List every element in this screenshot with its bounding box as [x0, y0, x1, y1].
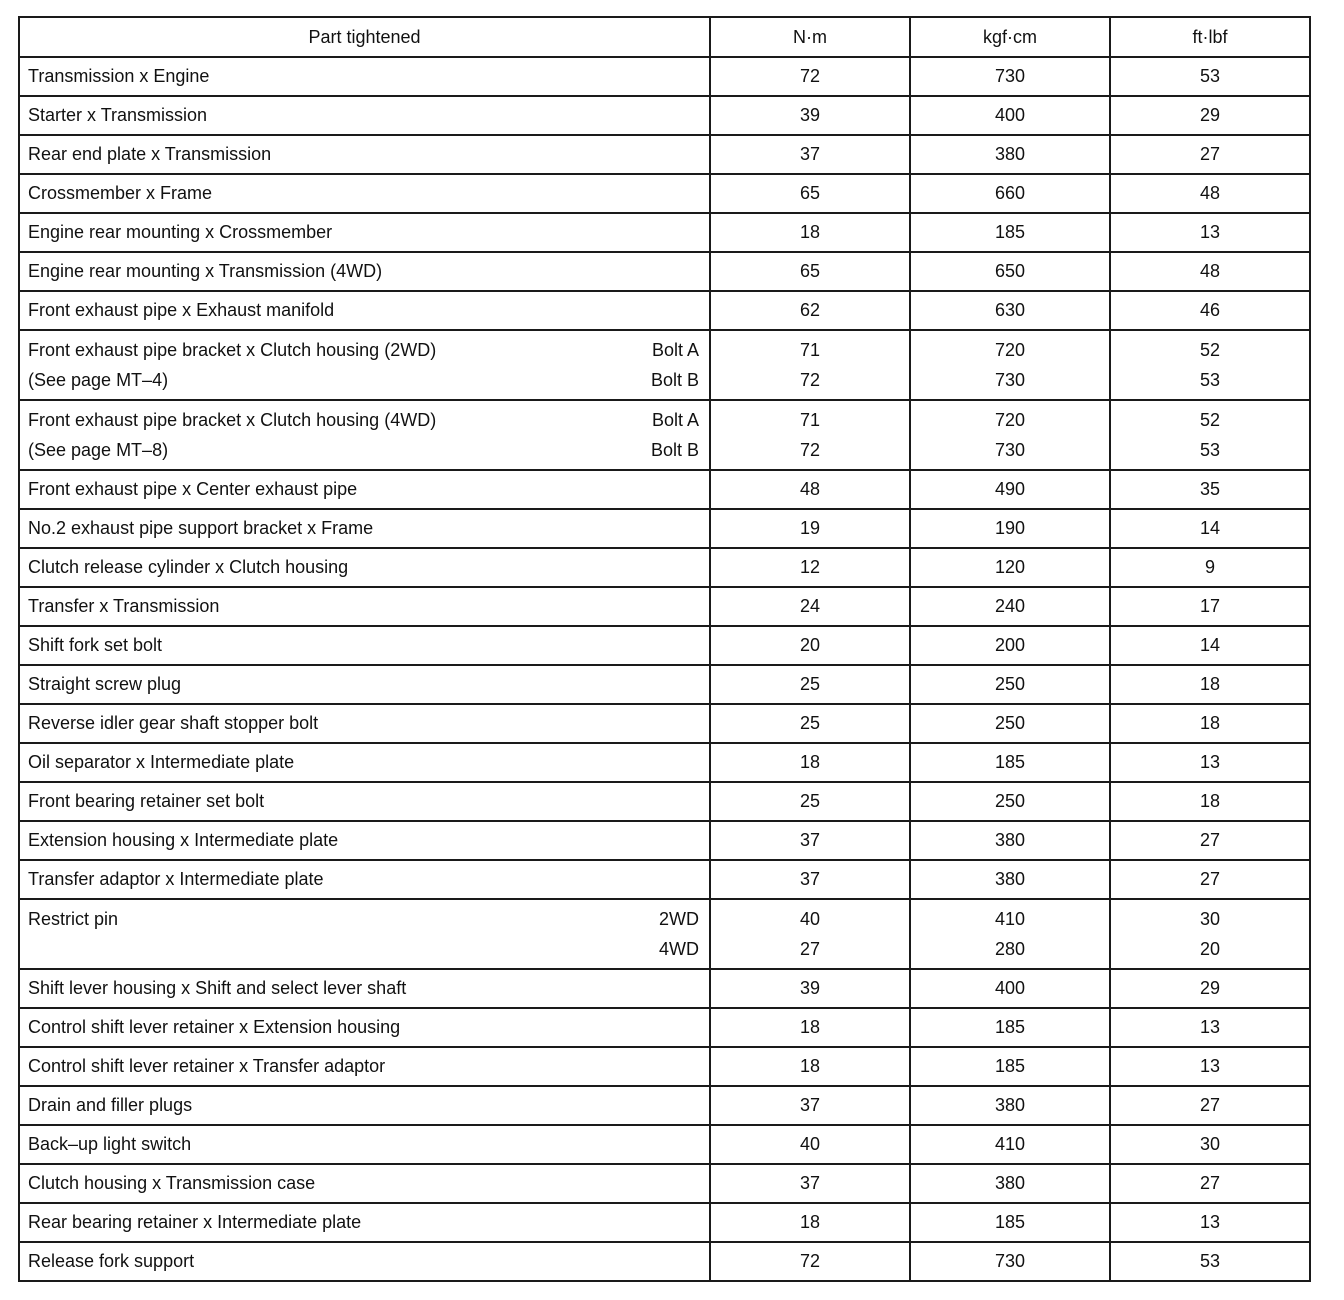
kgfcm-cell: 380 — [910, 860, 1110, 899]
kgfcm-cell: 380 — [910, 1164, 1110, 1203]
nm-cell: 39 — [710, 969, 910, 1008]
kgfcm-cell: 400 — [910, 96, 1110, 135]
table-row — [19, 174, 1310, 213]
ftlbf-value: 52 — [1199, 340, 1221, 360]
kgfcm-cell: 400 — [910, 969, 1110, 1008]
table-row — [19, 626, 1310, 665]
table-row — [19, 1203, 1310, 1242]
part-cell: Crossmember x Frame — [19, 174, 710, 213]
nm-cell — [710, 330, 910, 400]
part-cell: Shift fork set bolt — [19, 626, 710, 665]
nm-value: 71 — [799, 340, 821, 360]
table-row — [19, 665, 1310, 704]
part-note: (See page MT–8) — [28, 440, 169, 460]
kgfcm-cell: 185 — [910, 1047, 1110, 1086]
torque-spec-table — [18, 16, 1311, 1282]
nm-cell: 40 — [710, 1125, 910, 1164]
part-cell: Oil separator x Intermediate plate — [19, 743, 710, 782]
ftlbf-cell: 27 — [1110, 821, 1310, 860]
part-cell: Rear end plate x Transmission — [19, 135, 710, 174]
nm-cell: 39 — [710, 96, 910, 135]
ftlbf-value: 53 — [1199, 440, 1221, 460]
kgfcm-cell: 630 — [910, 291, 1110, 330]
table-row — [19, 743, 1310, 782]
table-row — [19, 587, 1310, 626]
ftlbf-cell: 17 — [1110, 587, 1310, 626]
ftlbf-value: 30 — [1199, 909, 1221, 929]
nm-cell: 12 — [710, 548, 910, 587]
nm-cell: 37 — [710, 1086, 910, 1125]
kgfcm-cell: 185 — [910, 1203, 1110, 1242]
table-row — [19, 1164, 1310, 1203]
kgfcm-cell: 250 — [910, 704, 1110, 743]
table-row — [19, 135, 1310, 174]
ftlbf-cell: 48 — [1110, 252, 1310, 291]
part-cell: Front bearing retainer set bolt — [19, 782, 710, 821]
kgfcm-cell — [910, 400, 1110, 470]
variant-label: Bolt B — [650, 440, 699, 460]
nm-cell: 18 — [710, 1047, 910, 1086]
kgfcm-cell — [910, 330, 1110, 400]
ftlbf-cell: 13 — [1110, 213, 1310, 252]
part-cell: Extension housing x Intermediate plate — [19, 821, 710, 860]
kgfcm-cell: 240 — [910, 587, 1110, 626]
ftlbf-cell: 18 — [1110, 782, 1310, 821]
nm-cell: 37 — [710, 860, 910, 899]
part-cell: Transmission x Engine — [19, 57, 710, 96]
table-row — [19, 1086, 1310, 1125]
variant-label: 4WD — [659, 939, 699, 959]
nm-cell: 25 — [710, 665, 910, 704]
ftlbf-cell: 48 — [1110, 174, 1310, 213]
ftlbf-cell: 46 — [1110, 291, 1310, 330]
nm-cell: 18 — [710, 1203, 910, 1242]
header-nm: N·m — [710, 17, 910, 57]
part-cell: Front exhaust pipe x Exhaust manifold — [19, 291, 710, 330]
ftlbf-cell: 53 — [1110, 1242, 1310, 1281]
kgfcm-value: 410 — [994, 909, 1026, 929]
kgfcm-cell: 250 — [910, 665, 1110, 704]
kgfcm-value: 730 — [994, 370, 1026, 390]
variant-label: Bolt B — [650, 370, 699, 390]
table-row — [19, 782, 1310, 821]
nm-value: 40 — [799, 909, 821, 929]
nm-cell: 37 — [710, 135, 910, 174]
ftlbf-cell: 18 — [1110, 665, 1310, 704]
ftlbf-cell: 14 — [1110, 626, 1310, 665]
table-row — [19, 548, 1310, 587]
part-cell: Engine rear mounting x Transmission (4WD) — [19, 252, 710, 291]
table-row — [19, 57, 1310, 96]
part-name: Front exhaust pipe bracket x Clutch housing (2WD) — [28, 340, 437, 360]
table-row — [19, 860, 1310, 899]
part-name: Front exhaust pipe bracket x Clutch housing (4WD) — [28, 410, 437, 430]
kgfcm-cell: 660 — [910, 174, 1110, 213]
kgfcm-cell: 650 — [910, 252, 1110, 291]
kgfcm-value: 730 — [994, 440, 1026, 460]
nm-cell: 65 — [710, 174, 910, 213]
kgfcm-cell: 200 — [910, 626, 1110, 665]
ftlbf-cell: 13 — [1110, 743, 1310, 782]
ftlbf-cell — [1110, 330, 1310, 400]
part-cell: Starter x Transmission — [19, 96, 710, 135]
ftlbf-cell: 35 — [1110, 470, 1310, 509]
kgfcm-value: 720 — [994, 410, 1026, 430]
kgfcm-cell: 190 — [910, 509, 1110, 548]
kgfcm-cell: 410 — [910, 1125, 1110, 1164]
variant-label: 2WD — [659, 909, 699, 929]
nm-value: 72 — [799, 440, 821, 460]
variant-label: Bolt A — [651, 410, 699, 430]
kgfcm-cell: 380 — [910, 821, 1110, 860]
part-cell: Clutch release cylinder x Clutch housing — [19, 548, 710, 587]
nm-value: 27 — [799, 939, 821, 959]
part-cell: Release fork support — [19, 1242, 710, 1281]
table-row — [19, 330, 1310, 400]
nm-cell — [710, 899, 910, 969]
table-row — [19, 470, 1310, 509]
ftlbf-value: 53 — [1199, 370, 1221, 390]
nm-cell: 18 — [710, 1008, 910, 1047]
nm-cell: 62 — [710, 291, 910, 330]
nm-value: 71 — [799, 410, 821, 430]
ftlbf-cell: 27 — [1110, 135, 1310, 174]
table-row — [19, 509, 1310, 548]
table-row — [19, 400, 1310, 470]
part-cell: Reverse idler gear shaft stopper bolt — [19, 704, 710, 743]
part-cell: Shift lever housing x Shift and select lever shaft — [19, 969, 710, 1008]
kgfcm-cell: 250 — [910, 782, 1110, 821]
table-row — [19, 1008, 1310, 1047]
table-row — [19, 969, 1310, 1008]
ftlbf-cell: 29 — [1110, 969, 1310, 1008]
table-row — [19, 291, 1310, 330]
nm-cell: 65 — [710, 252, 910, 291]
ftlbf-cell: 27 — [1110, 860, 1310, 899]
nm-cell: 24 — [710, 587, 910, 626]
ftlbf-cell: 29 — [1110, 96, 1310, 135]
ftlbf-cell: 27 — [1110, 1164, 1310, 1203]
ftlbf-cell: 9 — [1110, 548, 1310, 587]
nm-cell: 37 — [710, 821, 910, 860]
table-row — [19, 899, 1310, 969]
ftlbf-cell: 27 — [1110, 1086, 1310, 1125]
part-cell: Control shift lever retainer x Extension housing — [19, 1008, 710, 1047]
ftlbf-cell: 14 — [1110, 509, 1310, 548]
ftlbf-cell — [1110, 400, 1310, 470]
nm-cell: 18 — [710, 743, 910, 782]
nm-cell: 20 — [710, 626, 910, 665]
table-row — [19, 1125, 1310, 1164]
ftlbf-cell: 30 — [1110, 1125, 1310, 1164]
table-row — [19, 96, 1310, 135]
kgfcm-cell: 185 — [910, 1008, 1110, 1047]
ftlbf-cell — [1110, 899, 1310, 969]
nm-cell: 37 — [710, 1164, 910, 1203]
table-row — [19, 1242, 1310, 1281]
kgfcm-cell: 120 — [910, 548, 1110, 587]
part-cell: Clutch housing x Transmission case — [19, 1164, 710, 1203]
header-ftlbf: ft·lbf — [1110, 17, 1310, 57]
variant-label: Bolt A — [651, 340, 699, 360]
kgfcm-cell: 730 — [910, 57, 1110, 96]
table-row — [19, 821, 1310, 860]
part-cell — [19, 330, 710, 400]
part-cell: Control shift lever retainer x Transfer adaptor — [19, 1047, 710, 1086]
nm-cell: 72 — [710, 1242, 910, 1281]
nm-cell: 72 — [710, 57, 910, 96]
ftlbf-cell: 13 — [1110, 1203, 1310, 1242]
nm-cell: 19 — [710, 509, 910, 548]
table-row — [19, 213, 1310, 252]
part-cell — [19, 899, 710, 969]
table-row — [19, 1047, 1310, 1086]
ftlbf-cell: 18 — [1110, 704, 1310, 743]
kgfcm-cell: 380 — [910, 1086, 1110, 1125]
part-cell: Back–up light switch — [19, 1125, 710, 1164]
ftlbf-cell: 53 — [1110, 57, 1310, 96]
kgfcm-cell: 185 — [910, 213, 1110, 252]
part-cell: No.2 exhaust pipe support bracket x Frame — [19, 509, 710, 548]
ftlbf-cell: 13 — [1110, 1008, 1310, 1047]
header-part: Part tightened — [19, 17, 710, 57]
kgfcm-cell: 730 — [910, 1242, 1110, 1281]
kgfcm-value: 720 — [994, 340, 1026, 360]
table-body — [19, 57, 1310, 1281]
kgfcm-cell — [910, 899, 1110, 969]
part-note: (See page MT–4) — [28, 370, 169, 390]
table-header-row — [19, 17, 1310, 57]
ftlbf-cell: 13 — [1110, 1047, 1310, 1086]
header-kgfcm: kgf·cm — [910, 17, 1110, 57]
ftlbf-value: 52 — [1199, 410, 1221, 430]
kgfcm-cell: 185 — [910, 743, 1110, 782]
part-cell: Straight screw plug — [19, 665, 710, 704]
part-cell: Engine rear mounting x Crossmember — [19, 213, 710, 252]
part-cell: Front exhaust pipe x Center exhaust pipe — [19, 470, 710, 509]
nm-cell: 25 — [710, 782, 910, 821]
nm-value: 72 — [799, 370, 821, 390]
part-cell: Transfer x Transmission — [19, 587, 710, 626]
kgfcm-value: 280 — [994, 939, 1026, 959]
nm-cell: 18 — [710, 213, 910, 252]
table-row — [19, 704, 1310, 743]
kgfcm-cell: 380 — [910, 135, 1110, 174]
part-name: Restrict pin — [28, 909, 119, 929]
nm-cell: 25 — [710, 704, 910, 743]
table-row — [19, 252, 1310, 291]
ftlbf-value: 20 — [1199, 939, 1221, 959]
nm-cell — [710, 400, 910, 470]
nm-cell: 48 — [710, 470, 910, 509]
part-cell: Transfer adaptor x Intermediate plate — [19, 860, 710, 899]
part-cell — [19, 400, 710, 470]
kgfcm-cell: 490 — [910, 470, 1110, 509]
part-cell: Drain and filler plugs — [19, 1086, 710, 1125]
part-cell: Rear bearing retainer x Intermediate plate — [19, 1203, 710, 1242]
